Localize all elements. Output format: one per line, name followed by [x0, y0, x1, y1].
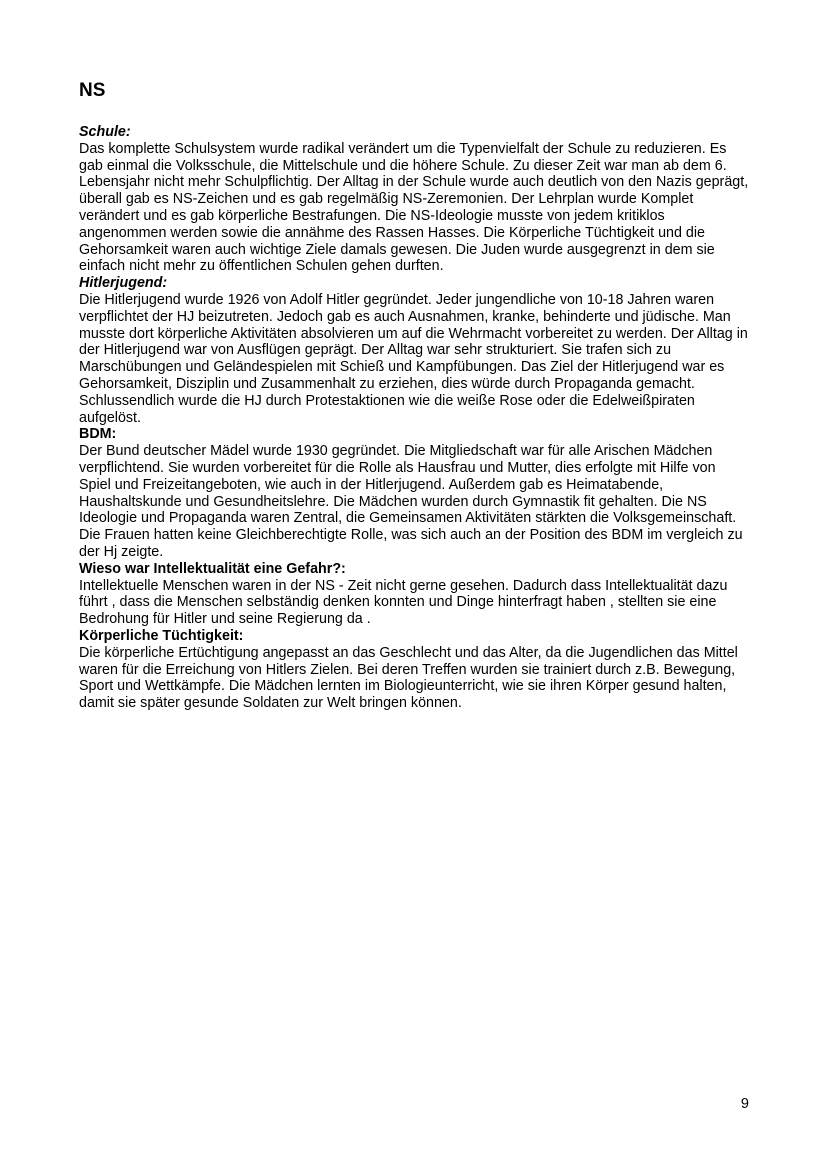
section-heading-hitlerjugend: Hitlerjugend:	[79, 275, 168, 292]
section-heading-bdm: BDM:	[79, 426, 117, 443]
page-title: NS	[79, 80, 106, 101]
section-body-koerperliche-tuechtigkeit: Die körperliche Ertüchtigung angepasst an das Geschlecht und das Alter, da die Jugendlichen das Mittel waren für die Erreichung von Hitlers Zielen. Bei deren Treffen wurden sie trainiert durch z.B. Bewegung, Sport und Wettkämpfe. Die Mädchen lernten im Biologieunterricht, wie sie ihren Körper gesund halten, damit sie später gesunde Soldaten zur Welt bringen können.	[79, 644, 738, 712]
section-body-schule: Das komplette Schulsystem wurde radikal verändert um die Typenvielfalt der Schule zu reduzieren. Es gab einmal die Volksschule, die Mittelschule und die höhere Schule. Zu dieser Zeit war man ab dem 6. Lebensjahr nicht mehr Schulpflichtig. Der Alltag in der Schule wurde auch deutlich von den Nazis geprägt, überall gab es NS-Zeichen und es gab regelmäßig NS-Zeremonien. Der Lehrplan wurde Komplet verändert und es gab körperliche Bestrafungen. Die NS-Ideologie musste von jedem kritiklos angenommen werden sowie die annähme des Rassen Hasses. Die Körperliche Tüchtigkeit und die Gehorsamkeit waren auch wichtige Ziele damals gewesen. Die Juden wurde ausgegrenzt in dem sie einfach nicht mehr zu öffentlichen Schulen gehen durften.	[79, 140, 749, 275]
section-heading-schule: Schule:	[79, 124, 131, 140]
section-koerperliche-tuechtigkeit	[79, 628, 749, 712]
section-heading-intellektualitaet: Wieso war Intellektualität eine Gefahr?:	[79, 560, 346, 577]
page-number: 9	[740, 1096, 749, 1112]
section-body-hitlerjugend: Die Hitlerjugend wurde 1926 von Adolf Hitler gegründet. Jeder jungendliche von 10-18 Jahren waren verpflichtet der HJ beizutreten. Jedoch gab es auch Ausnahmen, kranke, behinderte und jüdische. Man musste dort körperliche Aktivitäten absolvieren um auf die Wehrmacht vorbereitet zu werden. Der Alltag in der Hitlerjugend war von Ausflügen geprägt. Der Alltag war sehr strukturiert. Sie trafen sich zu Marschübungen und Geländespielen mit Schieß und Kampfübungen. Das Ziel der Hitlerjugend war es Gehorsamkeit, Disziplin und Zusammenhalt zu erziehen, dies würde durch Propaganda gemacht. Schlussendlich wurde die HJ durch Protestaktionen wie die weiße Rose oder die Edelweißpiraten aufgelöst.	[79, 291, 748, 426]
section-heading-koerperliche-tuechtigkeit: Körperliche Tüchtigkeit:	[79, 627, 244, 644]
section-body-intellektualitaet: Intellektuelle Menschen waren in der NS - Zeit nicht gerne gesehen. Dadurch dass Intellektualität dazu führt , dass die Menschen selbständig denken konnten und Dinge hinterfragt haben , stellten sie eine Bedrohung für Hitler und seine Regierung da .	[79, 577, 728, 628]
document-page	[79, 80, 749, 712]
section-schule	[79, 124, 749, 275]
section-hitlerjugend	[79, 275, 749, 426]
section-intellektualitaet	[79, 561, 749, 628]
section-body-bdm: Der Bund deutscher Mädel wurde 1930 gegründet. Die Mitgliedschaft war für alle Arischen Mädchen verpflichtend. Sie wurden vorbereitet für die Rolle als Hausfrau und Mutter, dies erfolgte mit Hilfe von Spiel und Freizeitangeboten, wie auch in der Hitlerjugend. Außerdem gab es Heimatabende, Haushaltskunde und Gesundheitslehre. Die Mädchen wurden durch Gymnastik fit gehalten. Die NS Ideologie und Propaganda waren Zentral, die Gemeinsamen Aktivitäten stärkten die Volksgemeinschaft. Die Frauen hatten keine Gleichberechtigte Rolle, was sich auch an der Position des BDM im vergleich zu der Hj zeigte.	[79, 443, 743, 560]
section-bdm	[79, 426, 749, 560]
